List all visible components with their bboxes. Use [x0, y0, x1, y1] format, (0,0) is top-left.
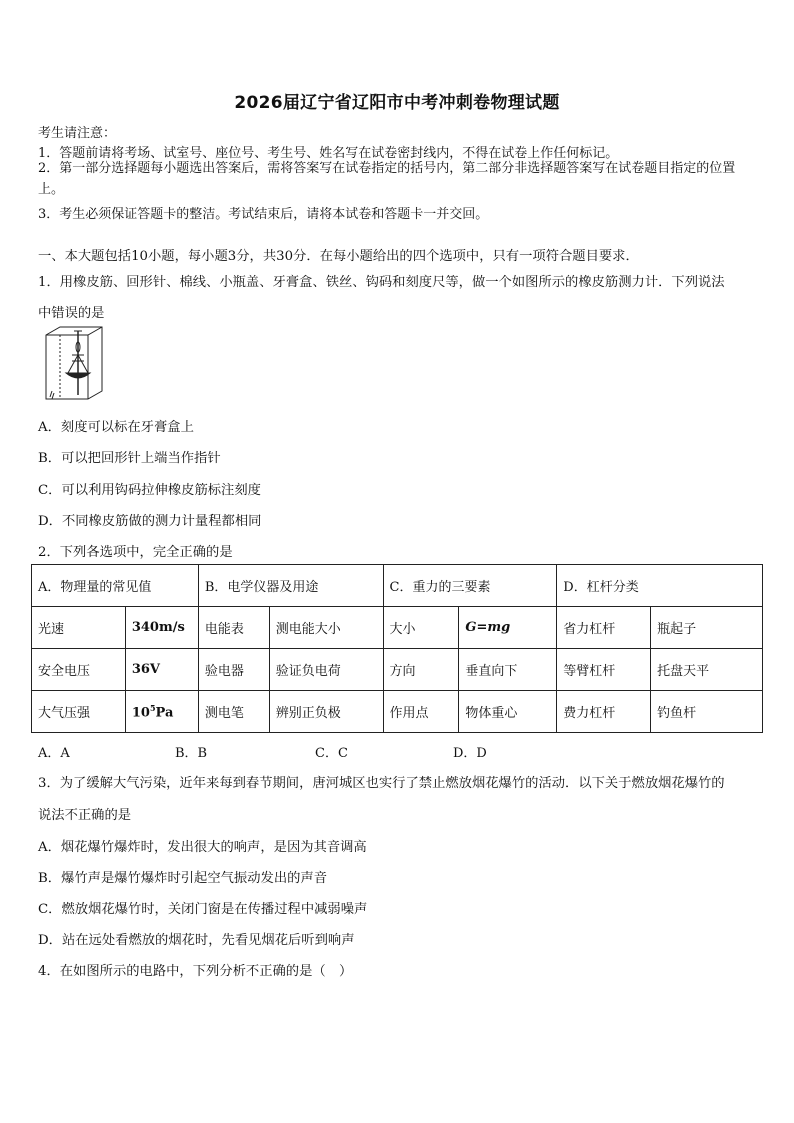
table-cell: 大小 — [383, 607, 459, 649]
q1-option-a: A．刻度可以标在牙膏盒上 — [38, 420, 194, 435]
notice-heading: 考生请注意： — [38, 126, 117, 141]
q2-table-header-row — [32, 565, 763, 607]
table-cell: 瓶起子 — [651, 607, 763, 649]
table-cell: 测电能大小 — [269, 607, 383, 649]
table-cell: 光速 — [32, 607, 126, 649]
q2-option-c: C．C — [315, 746, 348, 761]
table-row — [32, 649, 763, 691]
pressure-unit: Pa — [155, 705, 174, 721]
notice-item-3: 3．考生必须保证答题卡的整洁。考试结束后，请将本试卷和答题卡一并交回。 — [38, 207, 489, 222]
table-cell: 费力杠杆 — [557, 691, 651, 733]
rubber-band-dynamometer-figure — [38, 325, 104, 401]
q2-option-b: B．B — [175, 746, 208, 761]
table-cell: 省力杠杆 — [557, 607, 651, 649]
q2-stem: 2．下列各选项中，完全正确的是 — [38, 545, 233, 560]
table-cell: 测电笔 — [198, 691, 269, 733]
table-cell: 340m/s — [125, 607, 198, 649]
table-cell: 作用点 — [383, 691, 459, 733]
page-title: 2026届辽宁省辽阳市中考冲刺卷物理试题 — [234, 93, 560, 113]
table-cell: 物体重心 — [459, 691, 557, 733]
table-cell: 36V — [125, 649, 198, 691]
table-row — [32, 691, 763, 733]
q2-header-a: A．物理量的常见值 — [32, 565, 199, 607]
q4-stem: 4．在如图所示的电路中，下列分析不正确的是（ ） — [38, 964, 353, 979]
table-cell: 方向 — [383, 649, 459, 691]
q1-stem-line2: 中错误的是 — [38, 306, 105, 321]
q3-stem-line2: 说法不正确的是 — [38, 808, 132, 823]
q2-header-b: B．电学仪器及用途 — [198, 565, 383, 607]
table-cell: 等臂杠杆 — [557, 649, 651, 691]
q2-option-d: D．D — [453, 746, 487, 761]
table-cell: 辨别正负极 — [269, 691, 383, 733]
q1-option-c: C．可以利用钩码拉伸橡皮筋标注刻度 — [38, 483, 261, 498]
q3-option-b: B．爆竹声是爆竹爆炸时引起空气振动发出的声音 — [38, 871, 328, 886]
q1-option-d: D．不同橡皮筋做的测力计量程都相同 — [38, 514, 262, 529]
q2-option-a: A．A — [38, 746, 70, 761]
q3-option-c: C．燃放烟花爆竹时，关闭门窗是在传播过程中减弱噪声 — [38, 902, 368, 917]
pressure-base: 10 — [131, 705, 150, 721]
q1-stem-line1: 1．用橡皮筋、回形针、棉线、小瓶盖、牙膏盒、铁丝、钩码和刻度尺等，做一个如图所示的橡皮筋测力计．下列说法 — [38, 275, 725, 290]
q1-option-b: B．可以把回形针上端当作指针 — [38, 451, 221, 466]
table-cell: 电能表 — [198, 607, 269, 649]
table-cell: 验证负电荷 — [269, 649, 383, 691]
notice-item-1: 1．答题前请将考场、试室号、座位号、考生号、姓名写在试卷密封线内，不得在试卷上作任何标记。 — [38, 146, 619, 161]
q3-stem-line1: 3．为了缓解大气污染，近年来每到春节期间，唐河城区也实行了禁止燃放烟花爆竹的活动．以下关于燃放烟花爆竹的 — [38, 776, 725, 791]
table-cell: 托盘天平 — [651, 649, 763, 691]
table-cell: 安全电压 — [32, 649, 126, 691]
q3-option-d: D．站在远处看燃放的烟花时，先看见烟花后听到响声 — [38, 933, 355, 948]
pressure-exponent: 5 — [149, 702, 156, 713]
table-cell: 钓鱼杆 — [651, 691, 763, 733]
table-cell: 大气压强 — [32, 691, 126, 733]
table-cell: G=mg — [459, 607, 557, 649]
q3-option-a: A．烟花爆竹爆炸时，发出很大的响声，是因为其音调高 — [38, 840, 367, 855]
notice-item-2: 2．第一部分选择题每小题选出答案后，需将答案写在试卷指定的括号内，第二部分非选择题答案写在试卷题目指定的位置上。 — [38, 161, 736, 197]
table-cell: 验电器 — [198, 649, 269, 691]
table-row — [32, 607, 763, 649]
q2-header-d: D．杠杆分类 — [557, 565, 763, 607]
q2-options — [38, 742, 638, 760]
table-cell: 垂直向下 — [459, 649, 557, 691]
section-heading: 一、本大题包括10小题，每小题3分，共30分．在每小题给出的四个选项中，只有一项符合题目要求． — [38, 249, 639, 264]
q2-header-c: C．重力的三要素 — [383, 565, 557, 607]
q2-table — [31, 564, 763, 733]
pressure-value-cell — [125, 691, 198, 733]
